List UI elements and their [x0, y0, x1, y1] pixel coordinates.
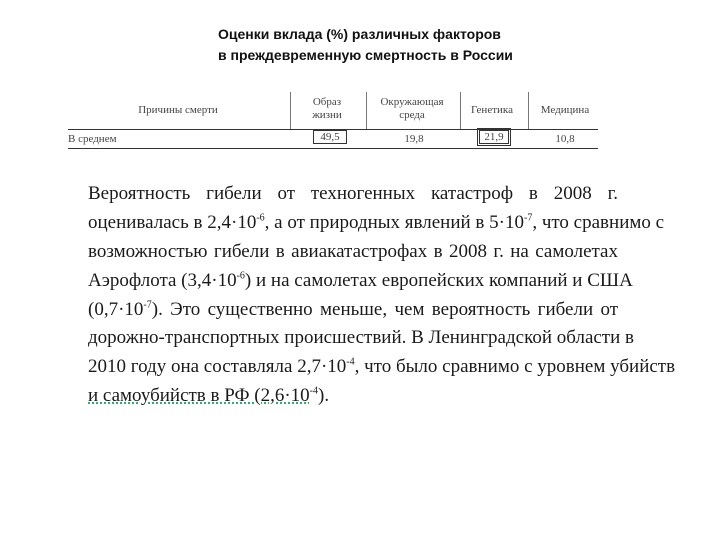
header-genetics: Генетика	[471, 104, 513, 116]
paragraph-text: оценивалась в 2,4·10	[88, 211, 257, 233]
row-medicine-value: 10,8	[555, 133, 575, 145]
column-divider	[528, 92, 529, 130]
paragraph-text: и самоубийств в РФ (2,6·10	[88, 385, 310, 407]
paragraph-text: дорожно-транспортных происшествий. В Ленинградской области в	[88, 327, 634, 349]
paragraph-line	[88, 180, 618, 209]
factors-table	[68, 88, 600, 152]
paragraph-text: , что было сравнимо с уровнем убийств	[354, 356, 676, 378]
header-environment	[368, 96, 456, 122]
paragraph-line	[88, 296, 618, 325]
exponent: -6	[236, 270, 245, 282]
probability-paragraph	[88, 180, 676, 411]
title-line-2: в преждевременную смертность в России	[218, 47, 513, 63]
header-environment-line1: Окружающая	[380, 96, 444, 108]
paragraph-text: возможностью гибели в авиакатастрофах в 2008 г. на самолетах	[88, 240, 618, 262]
paragraph-line	[88, 238, 618, 267]
exponent: -7	[523, 212, 533, 224]
paragraph-line	[88, 324, 634, 353]
paragraph-text: , что сравнимо с	[532, 211, 665, 233]
paragraph-text: ) и на самолетах европейских компаний и США	[244, 269, 633, 291]
column-divider	[460, 92, 461, 130]
title-line-1: Оценки вклада (%) различных факторов	[218, 26, 501, 42]
column-divider	[366, 92, 367, 130]
paragraph-line	[88, 267, 633, 296]
paragraph-text: Аэрофлота (3,4·10	[88, 269, 237, 291]
paragraph-text: 2010 году она составляла 2,7·10	[88, 356, 347, 378]
exponent: -7	[143, 299, 152, 311]
paragraph-text: ).	[318, 385, 330, 407]
column-divider	[290, 92, 291, 130]
paragraph-text: (0,7·10	[88, 298, 144, 320]
paragraph-text: , а от природных явлений в 5·10	[264, 211, 524, 233]
row-lifestyle-value	[300, 131, 360, 144]
paragraph-text: Вероятность гибели от техногенных катастроф в 2008 г.	[88, 183, 618, 204]
header-lifestyle-line1: Образ	[312, 96, 342, 108]
row-label: В среднем	[68, 133, 117, 145]
slide-title	[218, 24, 638, 66]
header-environment-line2: среда	[399, 109, 425, 121]
paragraph-line	[88, 353, 676, 382]
header-lifestyle-line2: жизни	[312, 109, 342, 121]
row-environment-value: 19,8	[404, 133, 424, 145]
bottom-rule	[68, 148, 598, 149]
lifestyle-value-box: 49,5	[313, 130, 346, 144]
genetics-value-box: 21,9	[477, 128, 510, 146]
header-lifestyle	[292, 96, 362, 122]
row-genetics-value	[466, 131, 522, 144]
paragraph-line	[88, 209, 665, 238]
header-medicine: Медицина	[540, 104, 590, 116]
exponent: -6	[256, 212, 265, 224]
exponent: -4	[309, 385, 318, 397]
header-causes: Причины смерти	[138, 104, 218, 116]
paragraph-text: ). Это существенно меньше, чем вероятность гибели от	[151, 298, 618, 320]
paragraph-line	[88, 382, 618, 411]
exponent: -4	[346, 357, 355, 369]
